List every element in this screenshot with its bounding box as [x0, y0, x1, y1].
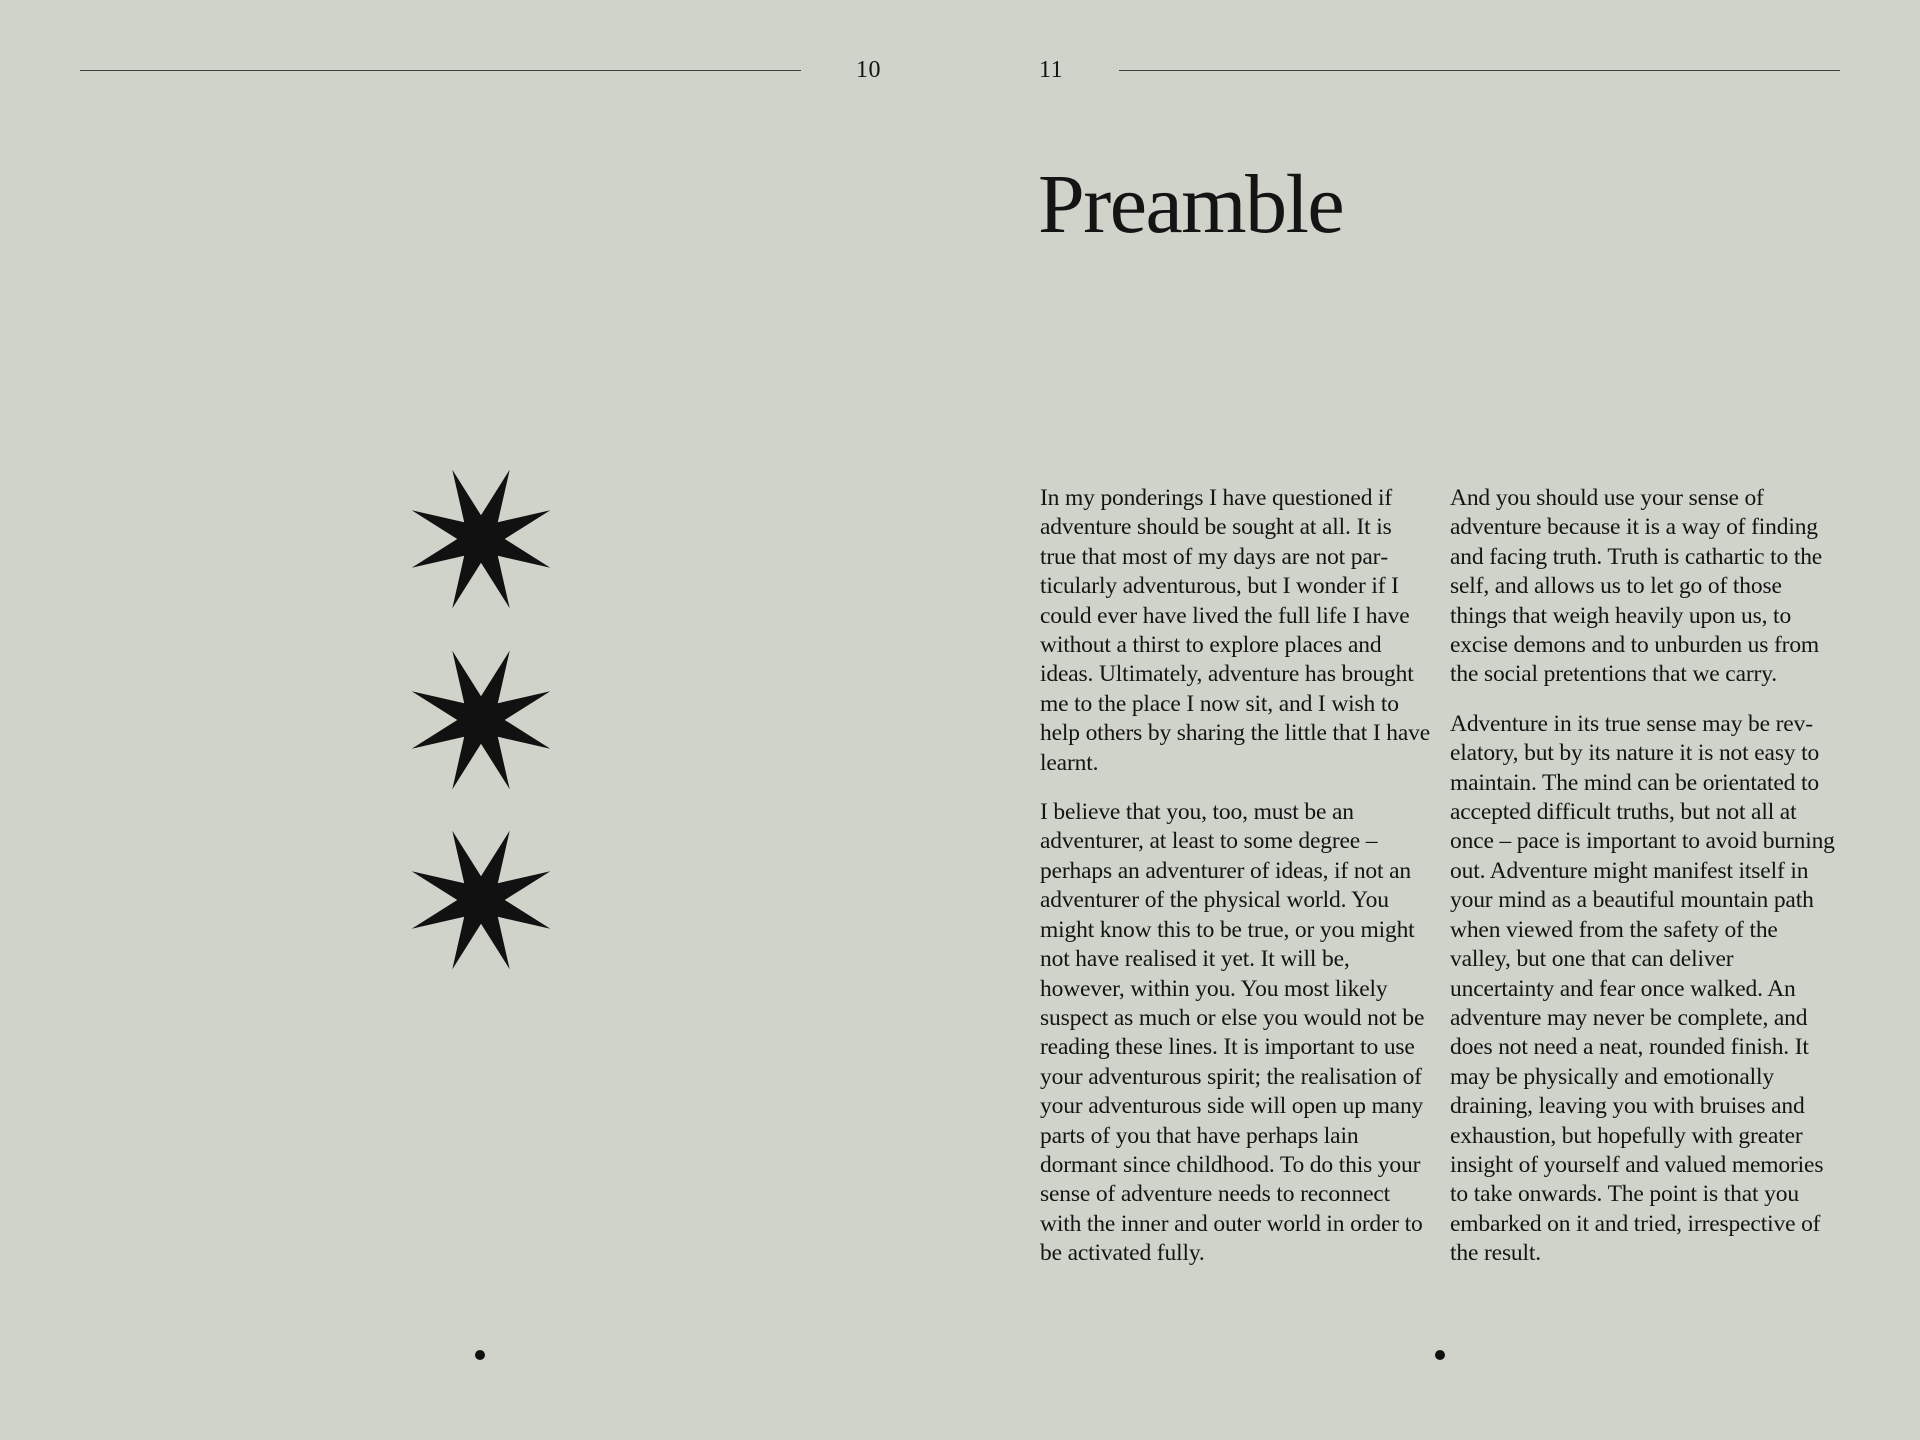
- text-column-right: [1450, 484, 1842, 1289]
- paragraph: And you should use your sense of adventure because it is a way of finding and facing truth. Truth is cathartic to the self, and allows us to let go of those things that weigh heavily upon us, to excise demons and to unburden us from the social pretentions that we carry.: [1450, 485, 1823, 688]
- page-title: Preamble: [1038, 158, 1344, 251]
- paragraph: I believe that you, too, must be an adventurer, at least to some degree – perhaps an adventurer of ideas, if not an adventurer of the physical world. You might know this to be true, or you might not have realised it yet. It will be, however, within you. You most likely suspect as much or else you would not be reading these lines. It is important to use your adventurous spirit; the realisation of your adventurous side will open up many parts of you that have perhaps lain dormant since childhood. To do this your sense of adventure needs to reconnect with the inner and outer world in order to be activated fully.: [1040, 799, 1425, 1267]
- page-number-left: 10: [856, 57, 881, 83]
- paragraph: In my ponderings I have questioned if adventure should be sought at all. It is true that most of my days are not particularly adventurous, but I wonder if I could ever have lived the full life I have without a thirst to explore places and ideas. Ultimately, adventure has brought me to the place I now sit, and I wish to help others by sharing the little that I have learnt.: [1040, 485, 1431, 776]
- footer-dot-right: [1435, 1350, 1445, 1360]
- header-rule-right: [1119, 70, 1840, 71]
- eight-point-star-icon: [402, 460, 560, 618]
- page-number-right: 11: [1039, 57, 1064, 83]
- footer-dot-left: [475, 1350, 485, 1360]
- paragraph: Adventure in its true sense may be revelatory, but by its nature it is not easy to maintain. The mind can be orientated to accepted difficult truths, but not all at once – pace is important to avoid burning out. Adventure might manifest itself in your mind as a beautiful mountain path when viewed from the safety of the valley, but one that can deliver uncertainty and fear once walked. An adventure may never be complete, and does not need a neat, rounded finish. It may be physically and emotionally draining, leaving you with bruises and exhaustion, but hopefully with greater insight of yourself and valued memories to take onwards. The point is that you embarked on it and tried, irrespective of the result.: [1450, 710, 1835, 1267]
- text-column-left: [1040, 484, 1432, 1289]
- header-rule-left: [80, 70, 801, 71]
- eight-point-star-icon: [402, 821, 560, 979]
- eight-point-star-icon: [402, 641, 560, 799]
